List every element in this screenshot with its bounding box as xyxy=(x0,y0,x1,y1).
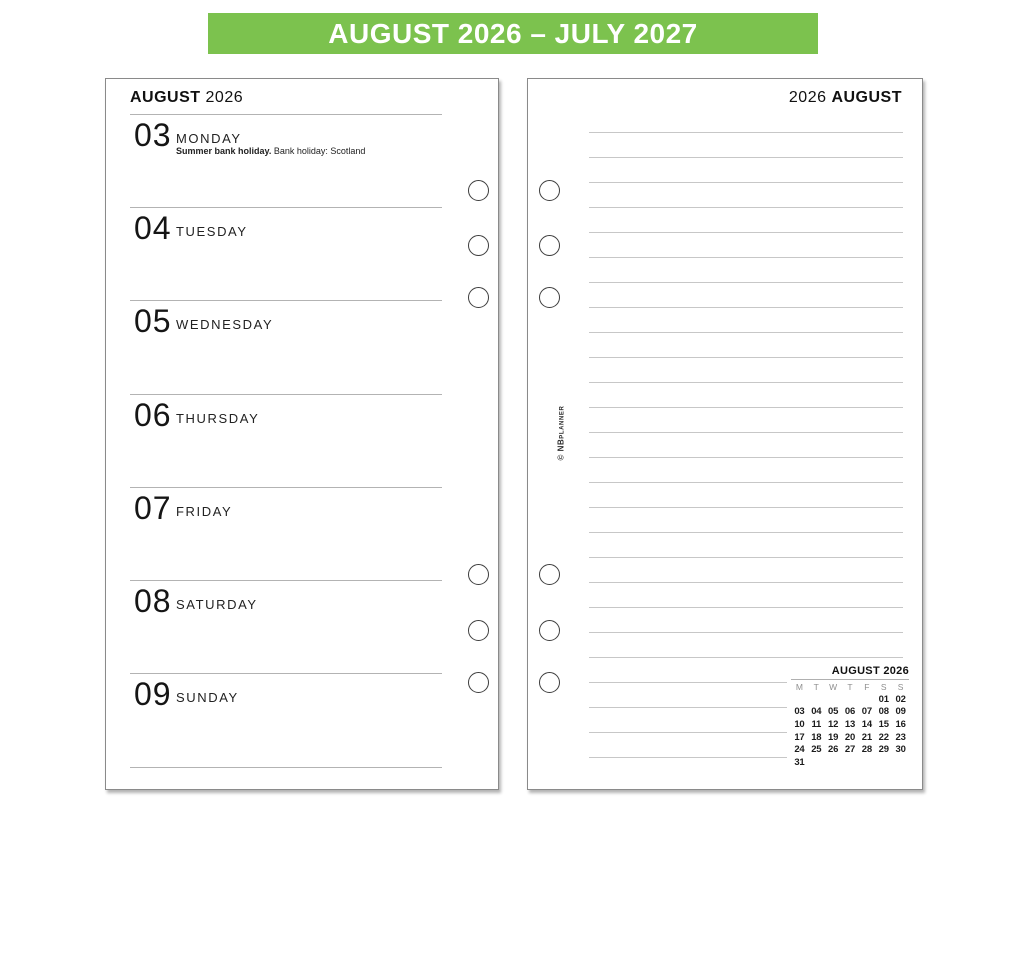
calendar-date: 15 xyxy=(878,719,889,731)
calendar-date xyxy=(842,694,859,707)
calendar-date xyxy=(825,757,842,770)
day-number: 06 xyxy=(134,397,172,433)
weekday-header: M xyxy=(795,682,803,692)
punch-hole xyxy=(468,620,489,641)
day-row-sunday xyxy=(130,673,442,767)
calendar-date: 08 xyxy=(878,706,889,718)
day-row-friday xyxy=(130,487,442,581)
day-row-wednesday xyxy=(130,300,442,394)
weekday-header: S xyxy=(897,682,904,692)
day-row-tuesday xyxy=(130,207,442,301)
day-name: THURSDAY xyxy=(176,411,260,426)
publisher-copyright xyxy=(551,389,567,477)
calendar-date: 29 xyxy=(878,744,889,756)
weekday-header: W xyxy=(829,682,838,692)
day-name: SUNDAY xyxy=(176,690,239,705)
left-header-year: 2026 xyxy=(205,89,244,106)
calendar-date xyxy=(842,757,859,770)
punch-hole xyxy=(468,564,489,585)
calendar-date: 13 xyxy=(844,719,856,731)
right-header-year: 2026 xyxy=(788,89,827,106)
calendar-date: 25 xyxy=(811,744,822,756)
punch-hole xyxy=(468,180,489,201)
calendar-date: 28 xyxy=(861,744,872,756)
punch-hole xyxy=(539,620,560,641)
calendar-date: 14 xyxy=(861,719,872,731)
day-number: 03 xyxy=(134,117,172,153)
year-range-banner xyxy=(208,13,818,54)
mini-calendar-divider xyxy=(791,679,909,680)
calendar-date: 02 xyxy=(895,693,906,705)
calendar-date xyxy=(791,694,808,707)
right-header-month: AUGUST xyxy=(831,89,902,106)
weekday-header: S xyxy=(880,682,887,692)
calendar-date: 10 xyxy=(794,719,805,731)
punch-hole xyxy=(539,672,560,693)
calendar-date xyxy=(858,757,875,770)
day-row-saturday xyxy=(130,580,442,674)
calendar-date: 11 xyxy=(811,719,822,731)
mini-calendar-grid xyxy=(791,681,909,770)
right-page xyxy=(527,78,923,790)
punch-hole xyxy=(468,235,489,256)
day-number: 05 xyxy=(134,303,172,339)
calendar-date: 01 xyxy=(878,693,889,705)
mini-calendar-title: AUGUST 2026 xyxy=(831,665,909,677)
holiday-note-bold: Summer bank holiday. xyxy=(176,146,272,156)
punch-hole xyxy=(539,564,560,585)
weekday-header: F xyxy=(864,682,870,692)
ruled-lines-short xyxy=(589,682,787,758)
holiday-note xyxy=(176,146,365,156)
calendar-date: 17 xyxy=(794,731,805,743)
left-header-month: AUGUST xyxy=(130,89,201,106)
calendar-date: 24 xyxy=(794,744,805,756)
day-row-monday xyxy=(130,114,442,208)
calendar-date xyxy=(858,694,875,707)
day-number: 08 xyxy=(134,583,172,619)
weekday-header: T xyxy=(847,682,853,692)
left-page xyxy=(105,78,499,790)
copyright-prefix: © NB xyxy=(556,438,565,461)
day-number: 07 xyxy=(134,490,172,526)
punch-hole xyxy=(539,287,560,308)
copyright-suffix: PLANNER xyxy=(559,405,565,439)
day-row-thursday xyxy=(130,394,442,488)
punch-hole xyxy=(539,180,560,201)
calendar-date: 12 xyxy=(828,719,839,731)
day-name: MONDAY xyxy=(176,131,242,146)
calendar-date xyxy=(875,757,892,770)
year-range-title: AUGUST 2026 – JULY 2027 xyxy=(328,17,698,49)
ruled-lines-full xyxy=(589,132,903,658)
calendar-date: 23 xyxy=(895,731,906,743)
calendar-date xyxy=(892,757,909,770)
calendar-date: 06 xyxy=(844,706,856,718)
calendar-date: 19 xyxy=(828,731,839,743)
day-name: WEDNESDAY xyxy=(176,317,274,332)
calendar-date: 07 xyxy=(861,706,872,718)
calendar-date: 26 xyxy=(828,744,839,756)
calendar-date: 22 xyxy=(878,731,889,743)
calendar-date xyxy=(808,694,825,707)
day-name: SATURDAY xyxy=(176,597,258,612)
calendar-date xyxy=(825,694,842,707)
punch-hole xyxy=(539,235,560,256)
calendar-date: 16 xyxy=(895,719,906,731)
right-page-header xyxy=(789,89,902,107)
publisher-copyright-text xyxy=(550,406,568,461)
bottom-rule xyxy=(130,767,442,768)
calendar-date: 31 xyxy=(794,757,805,769)
holiday-note-rest: Bank holiday: Scotland xyxy=(273,146,366,156)
punch-hole xyxy=(468,287,489,308)
punch-hole xyxy=(468,672,489,693)
calendar-date: 21 xyxy=(861,731,872,743)
calendar-date xyxy=(808,757,825,770)
day-name: TUESDAY xyxy=(176,224,248,239)
calendar-date: 30 xyxy=(895,744,906,756)
day-number: 09 xyxy=(134,676,172,712)
weekday-header: T xyxy=(813,682,819,692)
calendar-date: 09 xyxy=(895,706,906,718)
mini-calendar xyxy=(791,665,909,770)
calendar-date: 20 xyxy=(844,731,856,743)
calendar-date: 03 xyxy=(794,706,805,718)
calendar-date: 18 xyxy=(811,731,822,743)
day-name: FRIDAY xyxy=(176,504,233,519)
calendar-date: 05 xyxy=(828,706,839,718)
left-page-header xyxy=(130,89,243,107)
calendar-date: 04 xyxy=(811,706,822,718)
day-number: 04 xyxy=(134,210,172,246)
calendar-date: 27 xyxy=(844,744,856,756)
